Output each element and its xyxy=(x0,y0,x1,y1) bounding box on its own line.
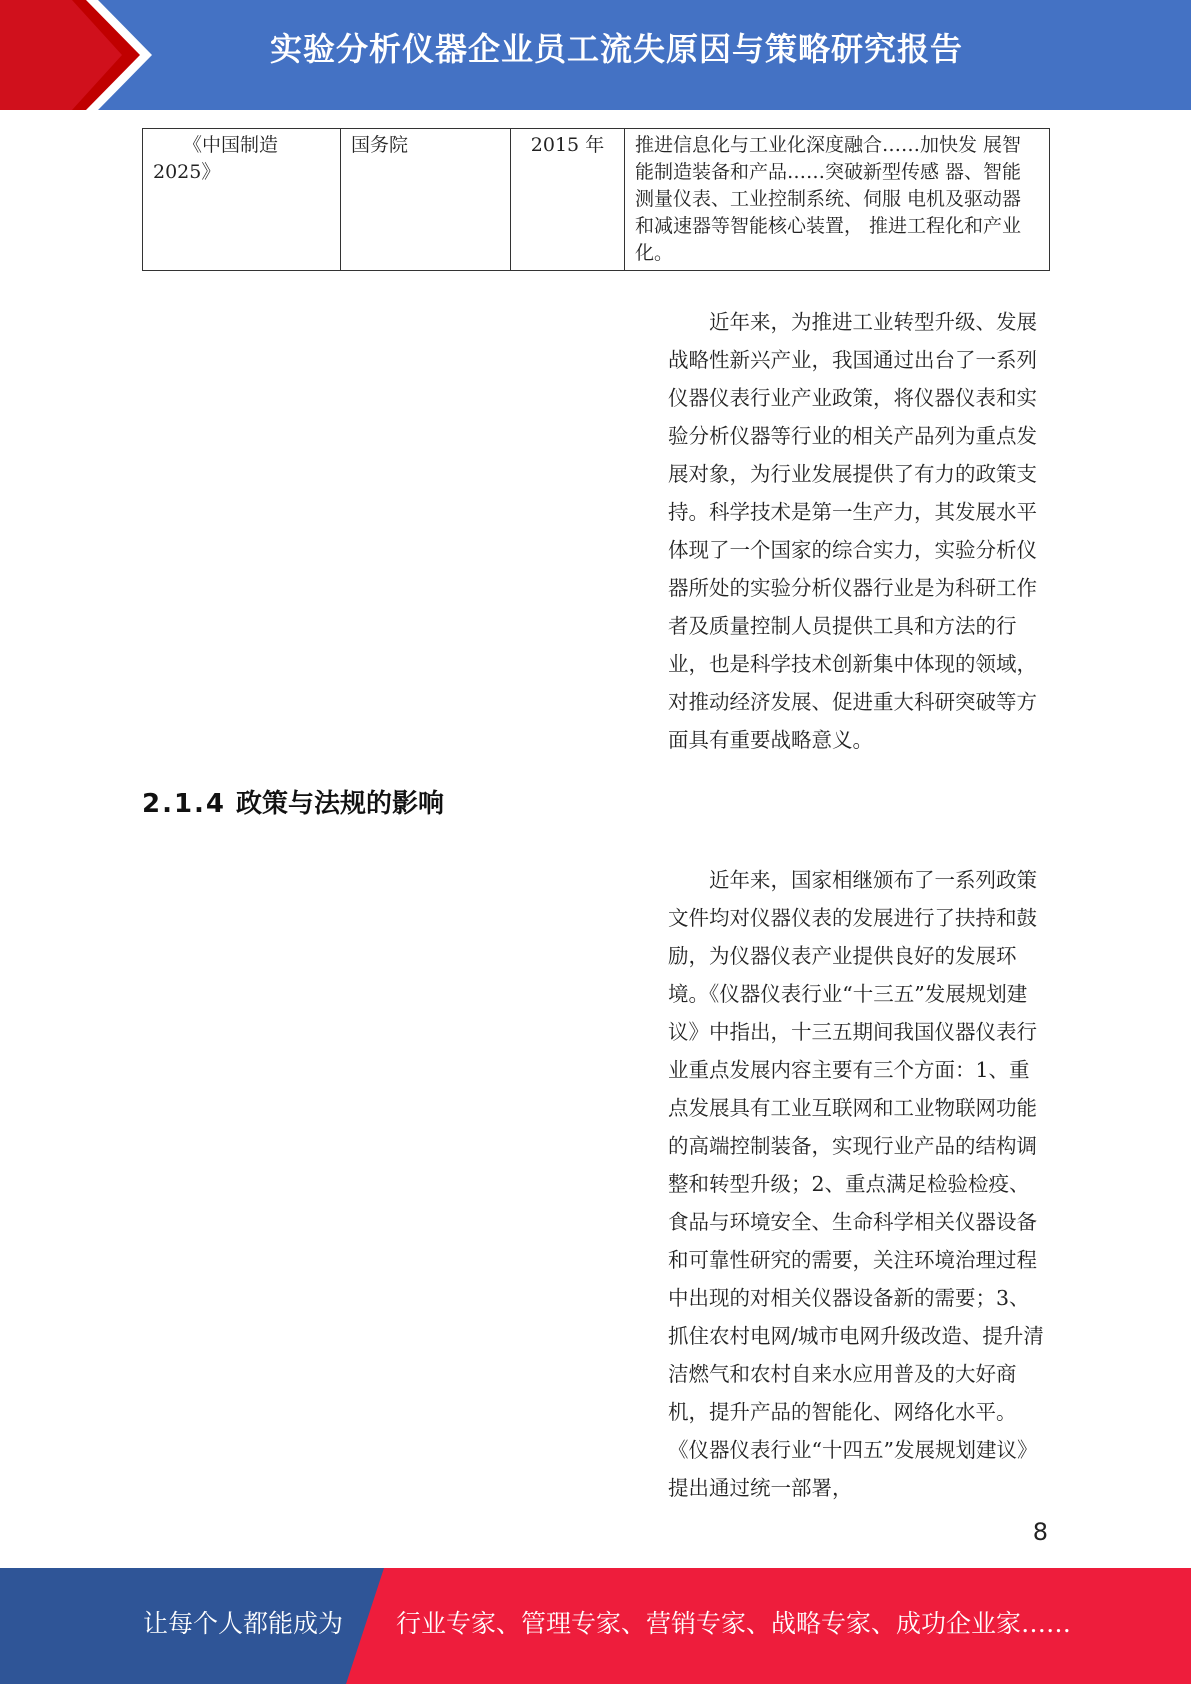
policy-year-cell: 2015 年 xyxy=(511,129,625,271)
policy-content-cell: 推进信息化与工业化深度融合……加快发 展智能制造装备和产品……突破新型传感 器、智能测量仪表、工业控制系统、伺服 电机及驱动器和减速器等智能核心装置， 推进工程化和产业化。 xyxy=(625,129,1050,271)
page-number: 8 xyxy=(1032,1518,1048,1546)
page-header xyxy=(0,0,1191,110)
policy-paragraph: 近年来，国家相继颁布了一系列政策文件均对仪器仪表的发展进行了扶持和鼓励，为仪器仪表产业提供良好的发展环境。《仪器仪表行业“十三五”发展规划建议》中指出，十三五期间我国仪器仪表行业重点发展内容主要有三个方面：1、重点发展具有工业互联网和工业物联网功能的高端控制装备，实现行业产品的结构调整和转型升级；2、重点满足检验检疫、食品与环境安全、生命科学相关仪器设备和可靠性研究的需要，关注环境治理过程中出现的对相关仪器设备新的需要；3、抓住农村电网/城市电网升级改造、提升清洁燃气和农村自来水应用普及的大好商机，提升产品的智能化、网络化水平。《仪器仪表行业“十四五”发展规划建议》提出通过统一部署， xyxy=(668,868,1044,1500)
page-footer xyxy=(0,1568,1191,1684)
footer-slogan-left: 让每个人都能成为 xyxy=(143,1609,344,1638)
section-number: 2.1.4 xyxy=(142,789,227,819)
policy-name-cell: 《中国制造 2025》 xyxy=(143,129,341,271)
section-title: 政策与法规的影响 xyxy=(236,789,445,819)
intro-paragraph: 近年来，为推进工业转型升级、发展战略性新兴产业，我国通过出台了一系列仪器仪表行业产业政策，将仪器仪表和实验分析仪器等行业的相关产品列为重点发展对象，为行业发展提供了有力的政策支持。科学技术是第一生产力，其发展水平体现了一个国家的综合实力，实验分析仪器所处的实验分析仪器行业是为科研工作者及质量控制人员提供工具和方法的行业，也是科学技术创新集中体现的领域，对推动经济发展、促进重大科研突破等方面具有重要战略意义。 xyxy=(668,310,1037,752)
footer-slogan-right: 行业专家、管理专家、营销专家、战略专家、成功企业家…… xyxy=(396,1609,1072,1638)
policy-table xyxy=(142,128,1050,271)
table-row xyxy=(143,129,1050,271)
report-title: 实验分析仪器企业员工流失原因与策略研究报告 xyxy=(270,30,964,68)
section-heading xyxy=(142,784,444,824)
policy-department-cell: 国务院 xyxy=(341,129,511,271)
